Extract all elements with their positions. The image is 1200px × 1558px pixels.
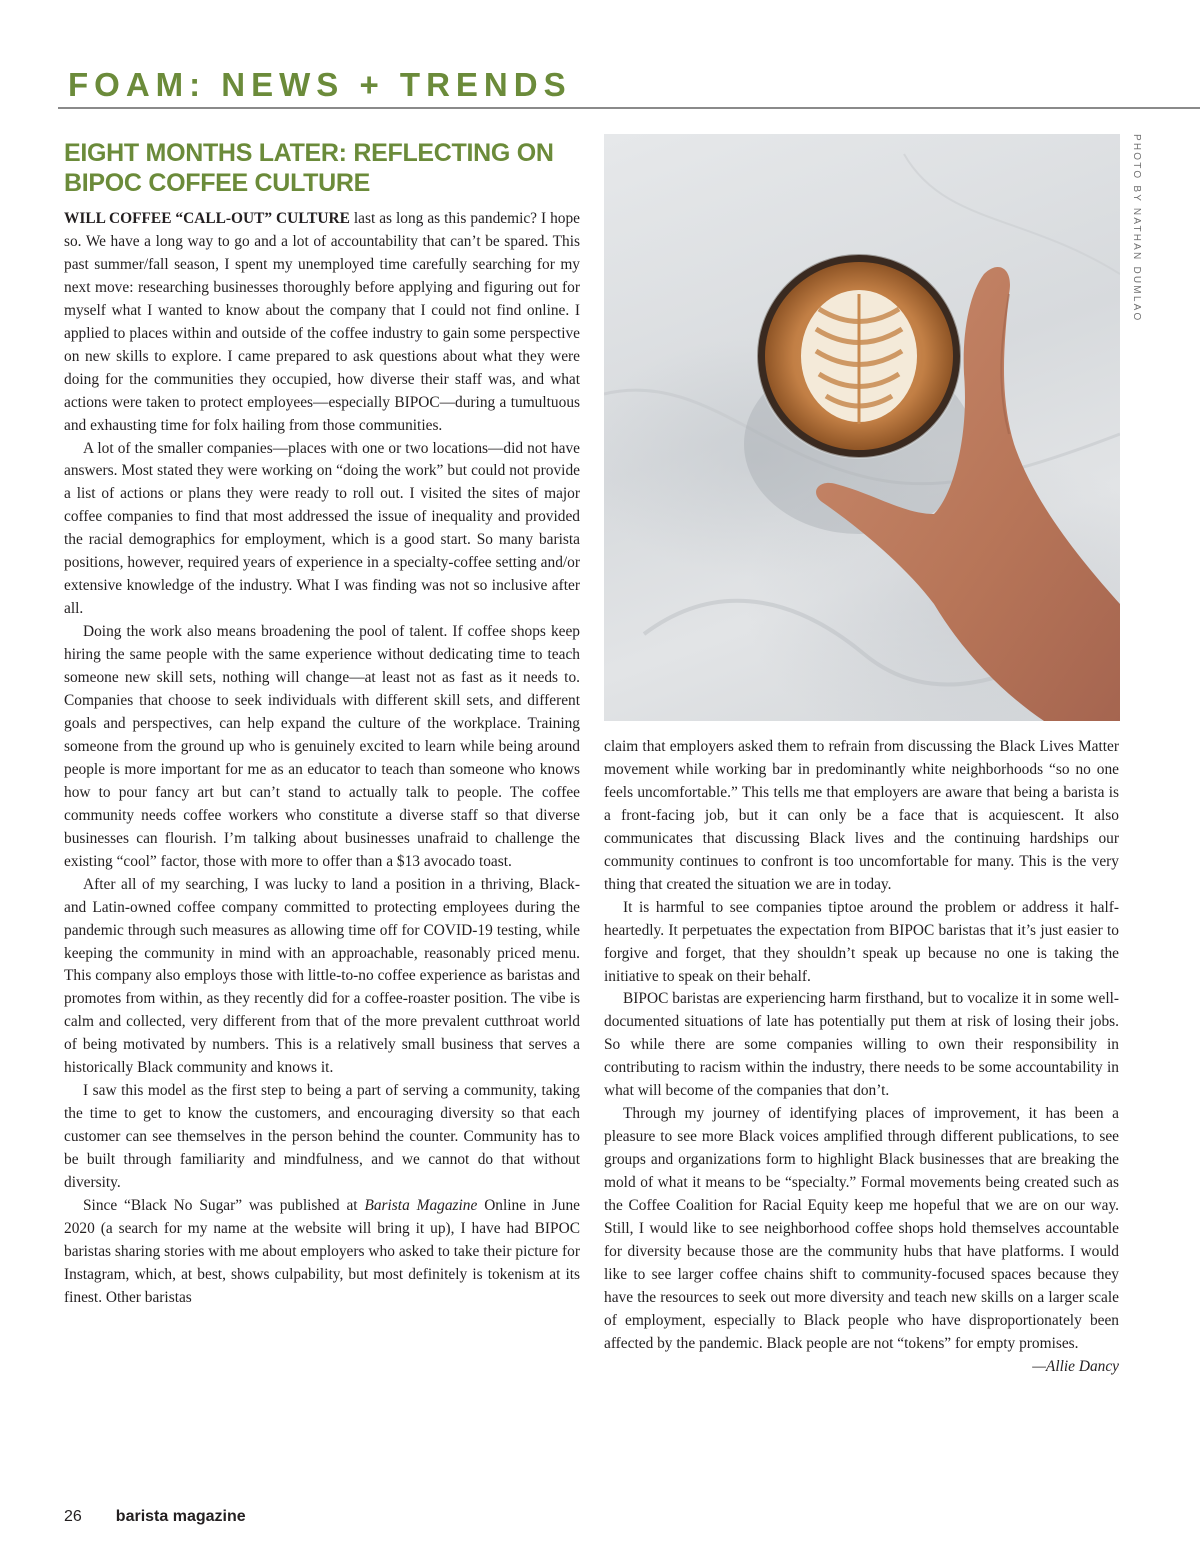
lead-in: WILL COFFEE “CALL-OUT” CULTURE [64,210,350,227]
author-signature: —Allie Dancy [1032,1357,1119,1375]
publication-name: barista magazine [115,1508,246,1525]
latte-hand-illustration [604,134,1120,721]
header-divider [58,107,1200,109]
article-column-right [604,736,1119,1379]
page-footer [64,1508,246,1526]
paragraph-1 [64,208,580,438]
photo-credit: PHOTO BY NATHAN DUMLAO [1131,134,1142,323]
article-column-left [64,208,580,1310]
paragraph-9: Through my journey of identifying places of improvement, it has been a pleasure to see more Black voices amplified through different publications, to see groups and organizations form to highlight Black businesses that are breaking the mold of what it means to be “specialty.” Formal movements being created such as the Coffee Coalition for Racial Equity keep me hopeful that we are on our way. Still, I would like to see neighborhood coffee shops hold themselves accountable for diversity because those are the community hubs that have platforms. I would like to see larger coffee chains shift to community-focused spaces because they have the resources to seek out more diversity and teach new skills on a larger scale of employment, especially to Black people who have disproportionately been affected by the pandemic. Black people are not “tokens” for empty promises. [604,1105,1119,1352]
latte-photo [604,134,1120,721]
paragraph-7: It is harmful to see companies tiptoe around the problem or address it half-heartedly. It perpetuates the expectation from BIPOC baristas that it’s just easier to forgive and forget, that they shouldn’t speak up because no one is taking the initiative to speak on their behalf. [604,898,1119,985]
paragraph-3: Doing the work also means broadening the pool of talent. If coffee shops keep hiring the same people with the same experience without dedicating time to teach someone new skill sets, nothing will change—at least not as fast as it needs to. Companies that choose to seek individuals with different skill sets, and different goals and perspectives, can help expand the culture of the workplace. Training someone from the ground up who is genuinely excited to learn while being around people is more important for me as an educator to teach than someone who knows how to pour fancy art but can’t stand to actually talk to people. The coffee community needs coffee workers who constitute a diverse staff so that diverse businesses can flourish. I’m talking about businesses unafraid to challenge the existing “cool” factor, those with more to offer than a $13 avocado toast. [64,623,580,870]
paragraph-6 [64,1195,580,1310]
paragraph-6-text-b: Online in June 2020 (a search for my name at the website will bring it up), I have had BIPOC baristas sharing stories with me about employers who asked to take their picture for Instagram, which, at best, shows culpability, but most definitely is tokenism at its finest. Other baristas [64,1196,580,1306]
paragraph-6-continued: claim that employers asked them to refrain from discussing the Black Lives Matter movement while working bar in predominantly white neighborhoods “so no one feels uncomfortable.” This tells me that employers are aware that being a barista is a front-facing job, but it can only be a face that is acquiescent. It also communicates that discussing Black lives and the continuing hardships our community continues to confront is too uncomfortable for many. This is the very thing that created the situation we are in today. [604,738,1119,893]
article-headline: EIGHT MONTHS LATER: REFLECTING ON BIPOC COFFEE CULTURE [64,139,554,197]
paragraph-8: BIPOC baristas are experiencing harm firsthand, but to vocalize it in some well-documented situations of late has potentially put them at risk of losing their jobs. So while there are some companies willing to own their responsibility in contributing to racism within the industry, there needs to be some accountability in what will become of the companies that don’t. [604,990,1119,1100]
magazine-title: Barista Magazine [364,1196,478,1214]
paragraph-5: I saw this model as the first step to being a part of serving a community, taking the time to get to know the customers, and encouraging diversity so that each customer can see themselves in the person behind the counter. Community has to be built through familiarity and mindfulness, and we cannot do that without diversity. [64,1082,580,1192]
page-number: 26 [64,1508,82,1525]
paragraph-1-text: last as long as this pandemic? I hope so. We have a long way to go and a lot of accountability that can’t be spared. This past summer/fall season, I spent my unemployed time carefully searching for my next move: researching businesses thoroughly before applying and figuring out for myself what I wanted to know about the company that I could not find online. I applied to places within and outside of the coffee industry to gain some perspective on new skills to explore. I came prepared to ask questions about what they were doing for the communities they occupied, how diverse their staff was, and what actions were taken to protect employees—especially BIPOC—during a tumultuous and exhausting time for folx hailing from those communities. [64,210,581,434]
paragraph-6-text-a: Since “Black No Sugar” was published at [83,1196,365,1214]
paragraph-2: A lot of the smaller companies—places with one or two locations—did not have answers. Most stated they were working on “doing the work” but could not provide a list of actions or plans they were ready to roll out. I visited the sites of major coffee companies to find that most addressed the issue of inequality and provided the racial demographics for employment, which is a good start. So many barista positions, however, required years of experience in a specialty-coffee setting and/or extensive knowledge of the industry. What I was finding was not so inclusive after all. [64,439,580,618]
section-header: FOAM: NEWS + TRENDS [68,66,572,103]
paragraph-4: After all of my searching, I was lucky to land a position in a thriving, Black- and Latin-owned coffee company committed to protecting employees during the pandemic through such measures as allowing time off for COVID-19 testing, while keeping the community in mind with an approachable, reasonably priced menu. This company also employs those with little-to-no coffee experience as baristas and promotes from within, as they recently did for a coffee-roaster position. The vibe is calm and collected, very different from that of the more prevalent cutthroat world of being motivated by numbers. This is a relatively small business that serves a historically Black community and knows it. [64,875,580,1077]
